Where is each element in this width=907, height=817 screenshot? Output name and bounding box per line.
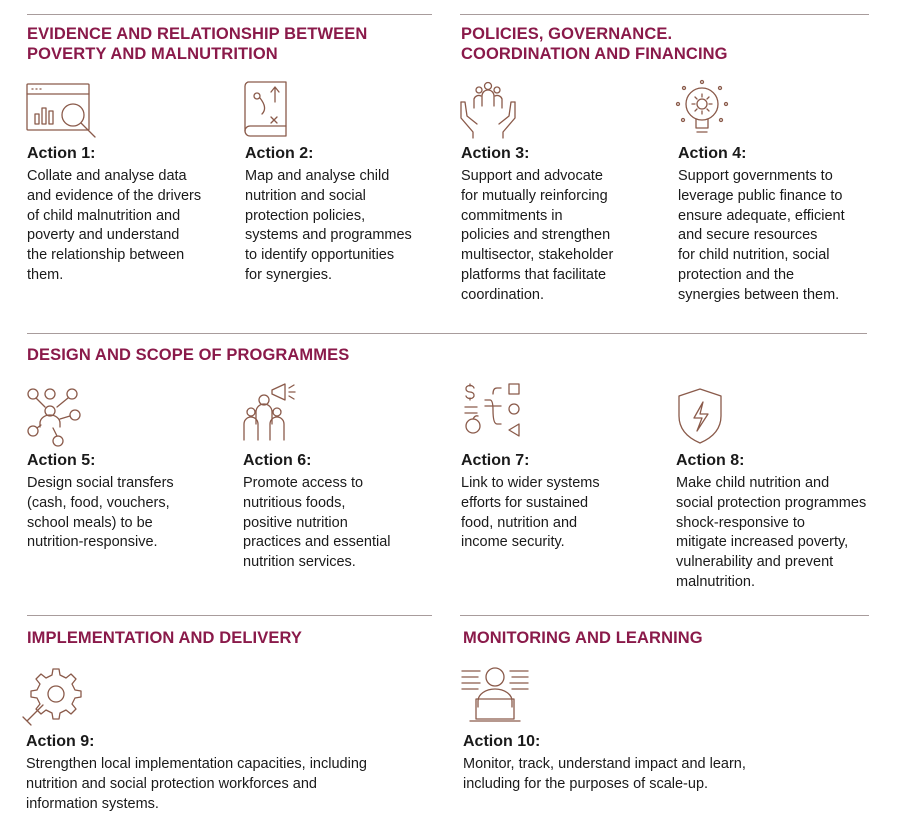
person-laptop-icon [458, 663, 538, 725]
action-6-title: Action 6: [243, 452, 312, 469]
action-9-text: Strengthen local implementation capacities, including nutrition and social protection workforces and information systems. [26, 756, 367, 812]
action-7-title: Action 7: [461, 452, 530, 469]
section-title-monitoring: MONITORING AND LEARNING [463, 629, 703, 647]
action-9-title: Action 9: [26, 733, 95, 750]
action-2-text: Map and analyse child nutrition and social protection policies, systems and programmes to identify opportunities for synergies. [245, 168, 412, 283]
gear-wrench-icon [21, 665, 101, 727]
action-3-title: Action 3: [461, 145, 530, 162]
section-title-design: DESIGN AND SCOPE OF PROGRAMMES [27, 346, 350, 364]
strategy-map-icon [238, 78, 318, 140]
divider-bottom-left [27, 615, 432, 616]
section-title-evidence: EVIDENCE AND RELATIONSHIP BETWEEN POVERTY AND MALNUTRITION [27, 25, 368, 63]
divider-bottom-right [460, 615, 869, 616]
action-2-title: Action 2: [245, 145, 314, 162]
action-10-text: Monitor, track, understand impact and learn, including for the purposes of scale-up. [463, 756, 746, 792]
action-5-text: Design social transfers (cash, food, vouchers, school meals) to be nutrition-responsive. [27, 475, 174, 551]
divider-top-right [460, 14, 869, 15]
systems-link-icon [455, 380, 535, 442]
data-analysis-icon [23, 80, 103, 142]
divider-top-left [27, 14, 432, 15]
action-8-text: Make child nutrition and social protection programmes shock-responsive to mitigate increased poverty, vulnerability and prevent malnutrition. [676, 475, 867, 590]
action-5-title: Action 5: [27, 452, 96, 469]
action-1-text: Collate and analyse data and evidence of the drivers of child malnutrition and poverty and understand the relationship between them. [27, 168, 202, 283]
action-4-text: Support governments to leverage public finance to ensure adequate, efficient and secure resources for child nutrition, social protection and the synergies between them. [678, 168, 845, 303]
action-6-text: Promote access to nutritious foods, positive nutrition practices and essential nutrition services. [243, 475, 391, 571]
action-8-title: Action 8: [676, 452, 745, 469]
section-title-implementation: IMPLEMENTATION AND DELIVERY [27, 629, 302, 647]
action-10-title: Action 10: [463, 733, 541, 750]
action-4-title: Action 4: [678, 145, 747, 162]
lightbulb-gear-icon [672, 78, 752, 140]
hands-people-icon [455, 78, 535, 140]
action-7-text: Link to wider systems efforts for sustained food, nutrition and income security. [461, 475, 600, 551]
megaphone-group-icon [239, 380, 319, 442]
action-3-text: Support and advocate for mutually reinforcing commitments in policies and strengthen multisector, stakeholder platforms that facilitate coordination. [461, 168, 614, 303]
shield-lightning-icon [671, 386, 751, 448]
divider-middle [27, 333, 867, 334]
action-1-title: Action 1: [27, 145, 96, 162]
section-title-policies: POLICIES, GOVERNANCE. COORDINATION AND FINANCING [461, 25, 728, 63]
network-people-icon [23, 385, 103, 447]
